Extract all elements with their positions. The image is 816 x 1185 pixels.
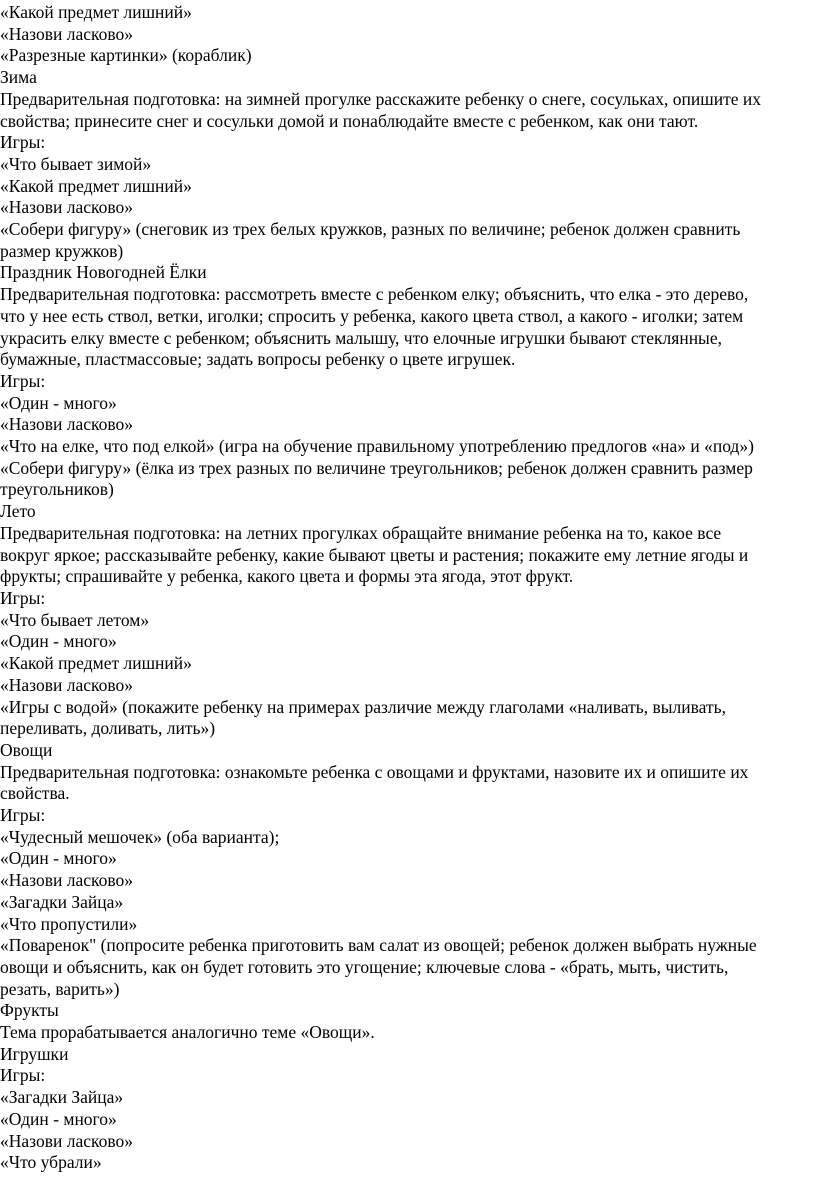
text-line: «Назови ласково» [0,1130,133,1151]
text-line: «Назови ласково» [0,23,133,44]
paragraph-preparation: Предварительная подготовка: на летних прогулках обращайте внимание ребенка на то, какое все вокруг яркое; рассказывайте ребенку, какие бывают цветы и растения; покажите ему летние ягоды и фрукты; спрашивайте у ребенка, какого цвета и формы эта ягода, этот фрукт. [0,522,749,587]
section-heading-vegetables: Овощи [0,739,53,760]
text-line: «Собери фигуру» (ёлка из трех разных по величине треугольников; ребенок должен сравнить размер треугольников) [0,457,753,500]
games-label: Игры: [0,587,46,608]
paragraph-preparation: Предварительная подготовка: ознакомьте ребенка с овощами и фруктами, назовите их и опишите их свойства. [0,761,749,804]
section-heading-new-year: Праздник Новогодней Ёлки [0,262,207,283]
text-line: «Назови ласково» [0,414,133,435]
text-line: «Что на елке, что под елкой» (игра на обучение правильному употреблению предлогов «на» и «под») [0,436,754,457]
games-label: Игры: [0,370,46,391]
text-line: «Какой предмет лишний» [0,2,192,22]
text-line: «Один - много» [0,1108,117,1129]
text-line: «Загадки Зайца» [0,891,124,912]
text-line: «Что убрали» [0,1152,102,1173]
section-heading-winter: Зима [0,67,37,88]
text-line: «Поваренок" (попросите ребенка приготовить вам салат из овощей; ребенок должен выбрать нужные овощи и объяснить, как он будет готовить это угощение; ключевые слова - «брать, мыть, чистить, резать, варить») [0,935,757,999]
paragraph-preparation: Предварительная подготовка: на зимней прогулке расскажите ребенку о снеге, сосульках, опишите их свойства; принесите снег и сосульки домой и понаблюдайте вместе с ребенком, как они тают. [0,88,761,131]
text-line: «Загадки Зайца» [0,1087,124,1108]
text-line: «Что бывает летом» [0,609,150,630]
text-line: Тема прорабатывается аналогично теме «Овощи». [0,1022,375,1043]
text-line: «Чудесный мешочек» (оба варианта); [0,826,280,847]
text-line: «Собери фигуру» (снеговик из трех белых кружков, разных по величине; ребенок должен сравнить размер кружков) [0,219,741,261]
text-line: «Какой предмет лишний» [0,175,192,196]
text-line: «Игры с водой» (покажите ребенку на примерах различие между глаголами «наливать, выливать, переливать, доливать, лить») [0,696,726,739]
section-heading-toys: Игрушки [0,1043,69,1064]
text-line: «Что пропустили» [0,913,138,934]
games-label: Игры: [0,805,46,826]
text-line: «Один - много» [0,631,117,652]
section-heading-fruits: Фрукты [0,1000,59,1021]
text-line: «Что бывает зимой» [0,153,152,174]
text-line: «Один - много» [0,848,117,869]
paragraph-preparation: Предварительная подготовка: рассмотреть вместе с ребенком елку; объяснить, что елка - это дерево, что у нее есть ствол, ветки, иголки; спросить у ребенка, какого цвета ствол, а какого - иголки; затем украсить елку вместе с ребенком; объяснить малышу, что елочные игрушки бывают стеклянные, бумажные, пластмассовые; задать вопросы ребенку о цвете игрушек. [0,284,749,370]
games-label: Игры: [0,132,46,153]
text-line: «Назови ласково» [0,674,133,695]
section-heading-summer: Лето [0,501,36,522]
games-label: Игры: [0,1065,46,1086]
text-line: «Какой предмет лишний» [0,653,192,674]
text-line: «Один - много» [0,392,117,413]
text-line: «Назови ласково» [0,197,133,218]
text-line: «Разрезные картинки» (кораблик) [0,45,252,66]
text-line: «Назови ласково» [0,870,133,891]
